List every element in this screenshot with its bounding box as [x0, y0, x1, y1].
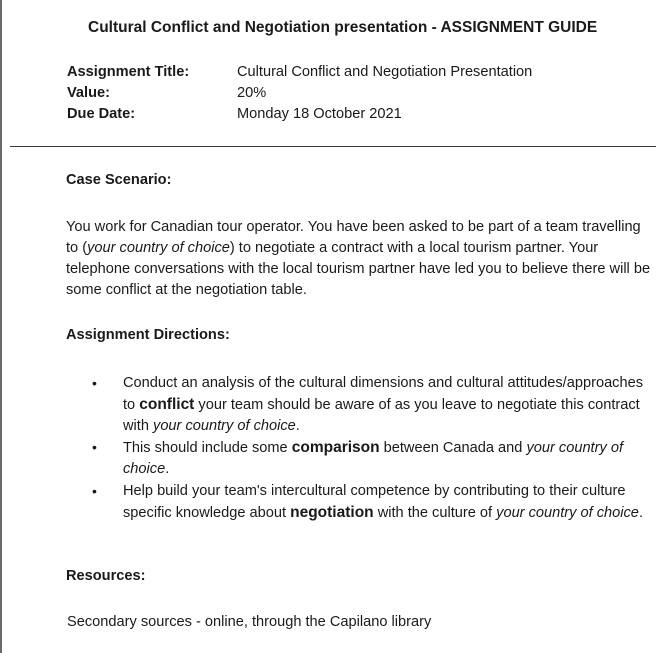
item-text: This should include some [123, 440, 292, 456]
keyword: conflict [139, 396, 195, 413]
meta-value: Cultural Conflict and Negotiation Presentation [237, 64, 533, 80]
item-text: Help build your team's intercultural competence by contributing to their culture specific knowledge about [123, 483, 626, 521]
page-left-border [0, 0, 2, 653]
assignment-directions-heading: Assignment Directions: [66, 327, 230, 343]
paragraph-italic: your country of choice [87, 240, 230, 256]
list-item [0, 373, 656, 437]
bullet-icon: • [92, 483, 97, 499]
resources-heading: Resources: [66, 568, 146, 584]
meta-label: Due Date: [67, 106, 136, 122]
keyword: negotiation [290, 504, 374, 521]
item-text: with the culture of [373, 505, 497, 521]
meta-row-title [67, 62, 532, 83]
assignment-meta-table [67, 62, 532, 125]
item-text: Conduct an analysis of the cultural dimensions and cultural attitudes/approaches to [123, 375, 644, 413]
item-text: . [295, 418, 300, 434]
list-item [0, 437, 656, 480]
paragraph-text: You work for Canadian tour operator. You have been asked to be part of a team travelling to ( [66, 219, 641, 256]
meta-row-value [67, 83, 532, 104]
item-text: . [165, 461, 170, 477]
item-text: between Canada and [379, 440, 527, 456]
keyword: comparison [291, 439, 380, 456]
bullet-icon: • [92, 439, 97, 455]
horizontal-divider [10, 146, 656, 147]
meta-value: Monday 18 October 2021 [237, 106, 402, 122]
item-text: your team should be aware of as you leave to negotiate this contract with [123, 397, 640, 434]
paragraph-text: ) to negotiate a contract with a local tourism partner. Your telephone conversations with the local tourism partner have led you to believe there will be some conflict at the negotiation table. [66, 240, 651, 298]
case-scenario-paragraph [66, 217, 651, 301]
item-italic: your country of choice [496, 505, 639, 521]
resources-text: Secondary sources - online, through the Capilano library [67, 614, 432, 630]
item-italic: your country of choice [153, 418, 296, 434]
meta-label: Value: [67, 85, 110, 101]
item-italic: your country of choice [123, 440, 623, 477]
document-title: Cultural Conflict and Negotiation presentation - ASSIGNMENT GUIDE [88, 19, 598, 36]
directions-list [0, 373, 656, 524]
bullet-icon: • [92, 375, 97, 391]
list-item [0, 480, 656, 524]
meta-value: 20% [237, 85, 267, 101]
item-text: . [638, 505, 643, 521]
case-scenario-heading: Case Scenario: [66, 172, 172, 188]
meta-row-due-date [67, 104, 532, 125]
meta-label: Assignment Title: [67, 64, 190, 80]
